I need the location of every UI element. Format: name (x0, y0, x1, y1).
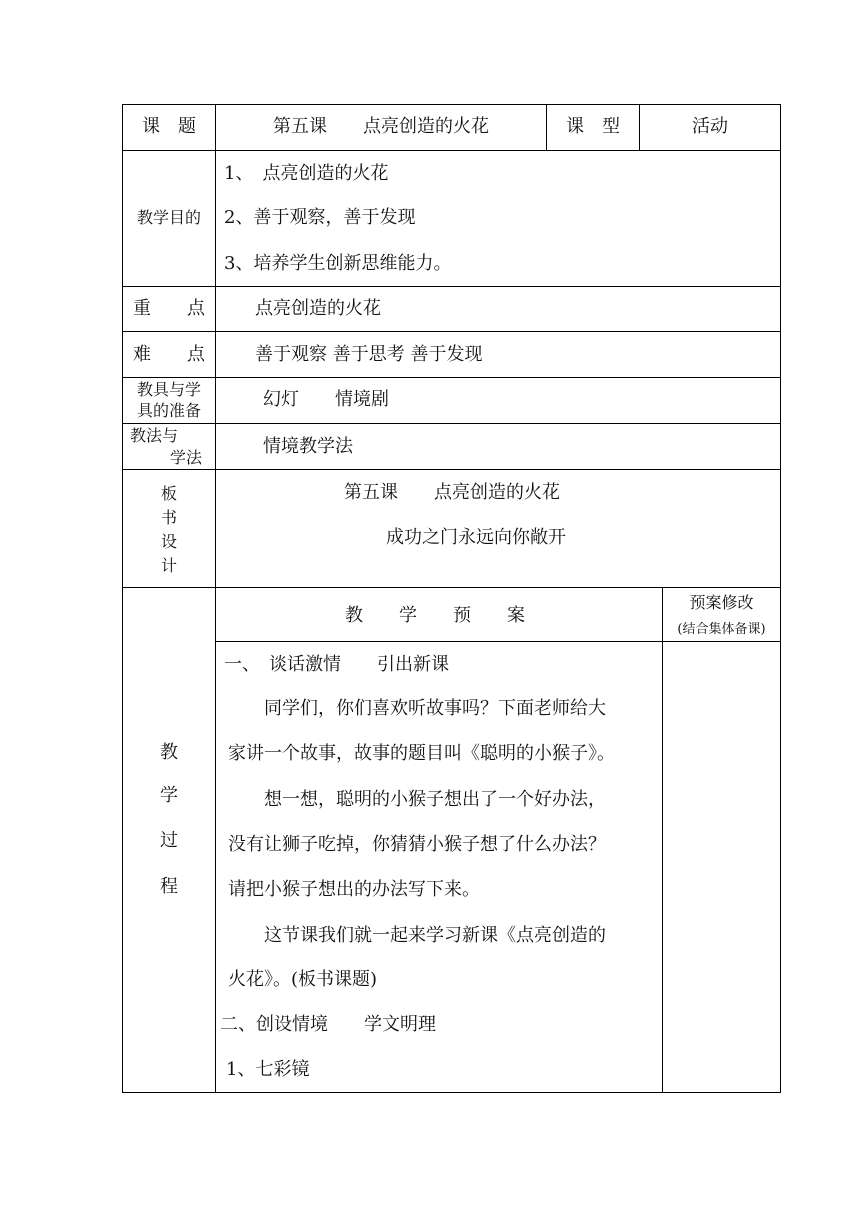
plan-line: 想一想，聪明的小猴子想出了一个好办法， (228, 789, 606, 810)
board-label-char-3: 设 (160, 532, 177, 551)
key-point-value: 点亮创造的火花 (255, 298, 381, 319)
plan-line: 火花》。(板书课题) (228, 969, 378, 990)
process-label-char-2: 学 (160, 785, 178, 806)
plan-line: 这节课我们就一起来学习新课《点亮创造的 (228, 925, 606, 946)
difficulty-value: 善于观察 善于思考 善于发现 (255, 344, 483, 365)
type-value: 活动 (692, 116, 728, 137)
objective-item-2: 2、善于观察，善于发现 (224, 207, 416, 228)
objective-item-3: 3、培养学生创新思维能力。 (224, 253, 452, 274)
method-label-line1: 教法与 (130, 426, 179, 445)
plan-line: 没有让狮子吃掉，你猜猜小猴子想了什么办法？ (228, 834, 606, 855)
board-label-char-4: 计 (160, 556, 177, 575)
process-label-char-1: 教 (160, 742, 178, 763)
process-label-char-4: 程 (160, 876, 178, 897)
revision-subheader: (结合集体备课) (677, 622, 766, 637)
method-value: 情境教学法 (263, 436, 353, 457)
board-label-char-1: 板 (160, 484, 177, 503)
objectives-label: 教学目的 (136, 208, 201, 227)
key-point-label: 重 点 (133, 298, 205, 319)
plan-line: 同学们，你们喜欢听故事吗？下面老师给大 (228, 698, 606, 719)
tools-value: 幻灯 情境剧 (263, 389, 389, 410)
tools-label-line1: 教具与学 (136, 380, 201, 399)
plan-line: 1、七彩镜 (226, 1059, 310, 1080)
difficulty-label: 难 点 (133, 344, 205, 365)
plan-line: 请把小猴子想出的办法写下来。 (228, 879, 480, 900)
plan-line: 一、 谈话激情 引出新课 (224, 654, 449, 675)
board-line-2: 成功之门永远向你敞开 (386, 527, 566, 548)
objective-item-1: 1、 点亮创造的火花 (224, 163, 389, 184)
topic-label: 课 题 (142, 116, 196, 137)
board-label-char-2: 书 (160, 508, 177, 527)
tools-label-line2: 具的准备 (136, 401, 201, 420)
revision-header: 预案修改 (689, 593, 754, 612)
plan-header: 教 学 预 案 (345, 605, 525, 626)
plan-line: 家讲一个故事，故事的题目叫《聪明的小猴子》。 (228, 743, 615, 764)
method-label-line2: 学法 (170, 448, 203, 467)
plan-line: 二、创设情境 学文明理 (220, 1014, 436, 1035)
topic-value: 第五课 点亮创造的火花 (273, 116, 489, 137)
board-line-1: 第五课 点亮创造的火花 (344, 482, 560, 503)
type-label: 课 型 (566, 116, 620, 137)
process-label-char-3: 过 (160, 830, 178, 851)
